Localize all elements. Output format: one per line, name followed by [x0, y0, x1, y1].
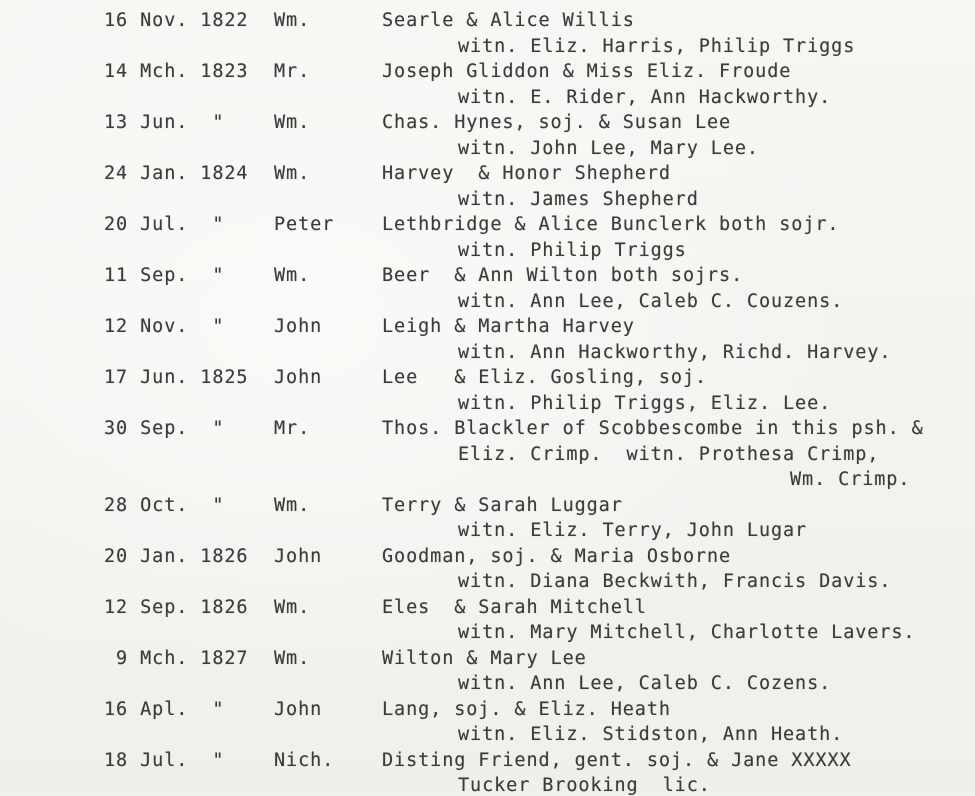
- entry-forename: Wm.: [274, 494, 311, 516]
- entry-forename: Wm.: [274, 596, 311, 618]
- entry-names: Goodman, soj. & Maria Osborne: [382, 545, 732, 567]
- entry-names: Harvey & Honor Shepherd: [382, 163, 671, 184]
- entry-witnesses: witn. Ann Lee, Caleb C. Cozens.: [458, 673, 832, 694]
- entry-forename: Peter: [274, 214, 335, 235]
- entry-names: Lang, soj. & Eliz. Heath: [382, 698, 671, 720]
- entry-forename: John: [274, 545, 323, 567]
- entry-names: Wilton & Mary Lee: [382, 647, 587, 669]
- entry-names: Leigh & Martha Harvey: [382, 316, 635, 337]
- entry-names: Eles & Sarah Mitchell: [382, 596, 647, 618]
- entry-witnesses: witn. Diana Beckwith, Francis Davis.: [458, 571, 892, 592]
- entry-names: Terry & Sarah Luggar: [382, 494, 623, 516]
- entry-date: 13 Jun. ": [104, 112, 225, 133]
- entry-date: 20 Jan. 1826: [104, 545, 249, 567]
- entry-witnesses: witn. Eliz. Harris, Philip Triggs: [458, 35, 856, 57]
- entry-names: Joseph Gliddon & Miss Eliz. Froude: [382, 61, 792, 82]
- entry-date: 17 Jun. 1825: [104, 367, 249, 388]
- entry-names: Chas. Hynes, soj. & Susan Lee: [382, 112, 732, 133]
- entry-witnesses: witn. Ann Lee, Caleb C. Couzens.: [458, 290, 844, 312]
- entry-witnesses: witn. Eliz. Stidston, Ann Heath.: [458, 724, 844, 745]
- entry-names: Lee & Eliz. Gosling, soj.: [382, 367, 708, 388]
- entry-witnesses: witn. Philip Triggs, Eliz. Lee.: [458, 392, 832, 414]
- entry-forename: Mr.: [274, 61, 311, 82]
- entry-forename: Mr.: [274, 418, 311, 439]
- entry-witnesses: witn. James Shepherd: [458, 188, 699, 210]
- entry-witnesses: witn. Mary Mitchell, Charlotte Lavers.: [458, 622, 916, 643]
- entry-date: 30 Sep. ": [104, 418, 225, 439]
- entry-witnesses: witn. E. Rider, Ann Hackworthy.: [458, 86, 832, 108]
- entry-date: 12 Sep. 1826: [104, 596, 249, 618]
- entry-date: 14 Mch. 1823: [104, 61, 249, 82]
- entry-date: 9 Mch. 1827: [104, 647, 249, 669]
- entry-forename: Wm.: [274, 647, 311, 669]
- entry-date: 18 Jul. ": [104, 749, 225, 771]
- entry-names: Searle & Alice Willis: [382, 10, 635, 31]
- entry-date: 24 Jan. 1824: [104, 163, 249, 184]
- entry-date: 12 Nov. ": [104, 316, 225, 337]
- entry-witnesses: witn. Eliz. Terry, John Lugar: [458, 520, 808, 541]
- entry-names: Lethbridge & Alice Bunclerk both sojr.: [382, 214, 840, 235]
- entry-date: 16 Nov. 1822: [104, 10, 249, 31]
- entry-forename: John: [274, 316, 323, 337]
- entry-witnesses: Tucker Brooking lic.: [458, 775, 711, 796]
- entry-names: Beer & Ann Wilton both sojrs.: [382, 265, 744, 286]
- entry-names: Disting Friend, gent. soj. & Jane XXXXX: [382, 749, 852, 771]
- entry-names: Thos. Blackler of Scobbescombe in this psh. &: [382, 418, 924, 439]
- entry-date: 20 Jul. ": [104, 214, 225, 235]
- entry-witnesses: witn. Ann Hackworthy, Richd. Harvey.: [458, 341, 892, 363]
- entry-forename: John: [274, 698, 323, 720]
- entry-forename: John: [274, 367, 323, 388]
- entry-witnesses: witn. Philip Triggs: [458, 239, 687, 261]
- entry-date: 28 Oct. ": [104, 494, 225, 516]
- entry-forename: Wm.: [274, 10, 311, 31]
- entry-date: 11 Sep. ": [104, 265, 225, 286]
- entry-date: 16 Apl. ": [104, 698, 225, 720]
- entry-witnesses: Eliz. Crimp. witn. Prothesa Crimp,: [458, 443, 880, 465]
- entry-forename: Wm.: [274, 265, 311, 286]
- entry-forename: Wm.: [274, 163, 311, 184]
- entry-witnesses: witn. John Lee, Mary Lee.: [458, 137, 759, 159]
- entry-witnesses: Wm. Crimp.: [790, 469, 911, 490]
- entry-forename: Wm.: [274, 112, 311, 133]
- entry-forename: Nich.: [274, 749, 335, 771]
